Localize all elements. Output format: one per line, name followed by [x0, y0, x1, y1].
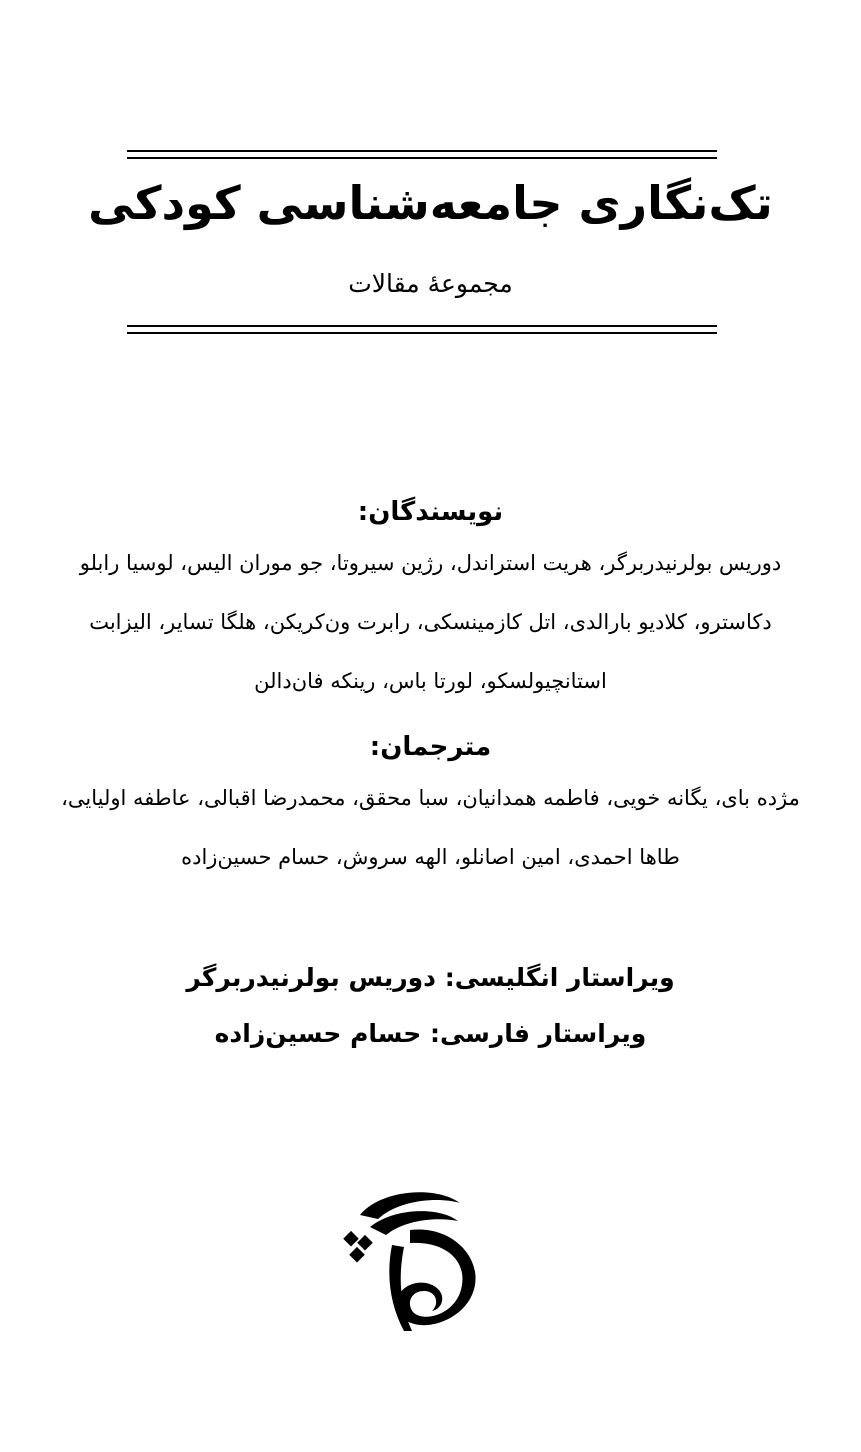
title-bottom-rule	[127, 325, 717, 335]
authors-line: دکاسترو، کلادیو بارالدی، اتل کازمینسکی، رابرت ون‌کریکن، هلگا تسایر، الیزابت	[89, 610, 772, 634]
translators-heading: مترجمان:	[369, 732, 492, 762]
publisher-logo-icon	[340, 1185, 500, 1335]
english-editor: ویراستار انگلیسی: دوریس بولرنیدربرگر	[186, 963, 675, 992]
persian-editor: ویراستار فارسی: حسام حسین‌زاده	[214, 1019, 647, 1048]
authors-line: دوریس بولرنیدربرگر، هریت استراندل، رژین سیروتا، جو موران الیس، لوسیا رابلو	[79, 551, 782, 575]
authors-heading: نویسندگان:	[357, 497, 504, 527]
authors-section	[10, 490, 851, 711]
title-top-rule	[127, 150, 717, 160]
translators-line: طاها احمدی، امین اصانلو، الهه سروش، حسام حسین‌زاده	[181, 845, 680, 869]
logo-text: رها	[340, 1185, 342, 1186]
editors-section	[10, 950, 851, 1062]
book-title: تک‌نگاری جامعه‌شناسی کودکی	[88, 176, 773, 230]
translators-section	[10, 725, 851, 887]
translators-line: مژده بای، یگانه خویی، فاطمه همدانیان، سبا محقق، محمدرضا اقبالی، عاطفه اولیایی،	[61, 786, 800, 810]
publisher-calligraphy-logo-svg	[340, 1185, 500, 1335]
book-subtitle: مجموعۀ مقالات	[348, 269, 513, 298]
authors-line: استانچیولسکو، لورتا باس، رینکه فان‌دالن	[254, 669, 607, 693]
